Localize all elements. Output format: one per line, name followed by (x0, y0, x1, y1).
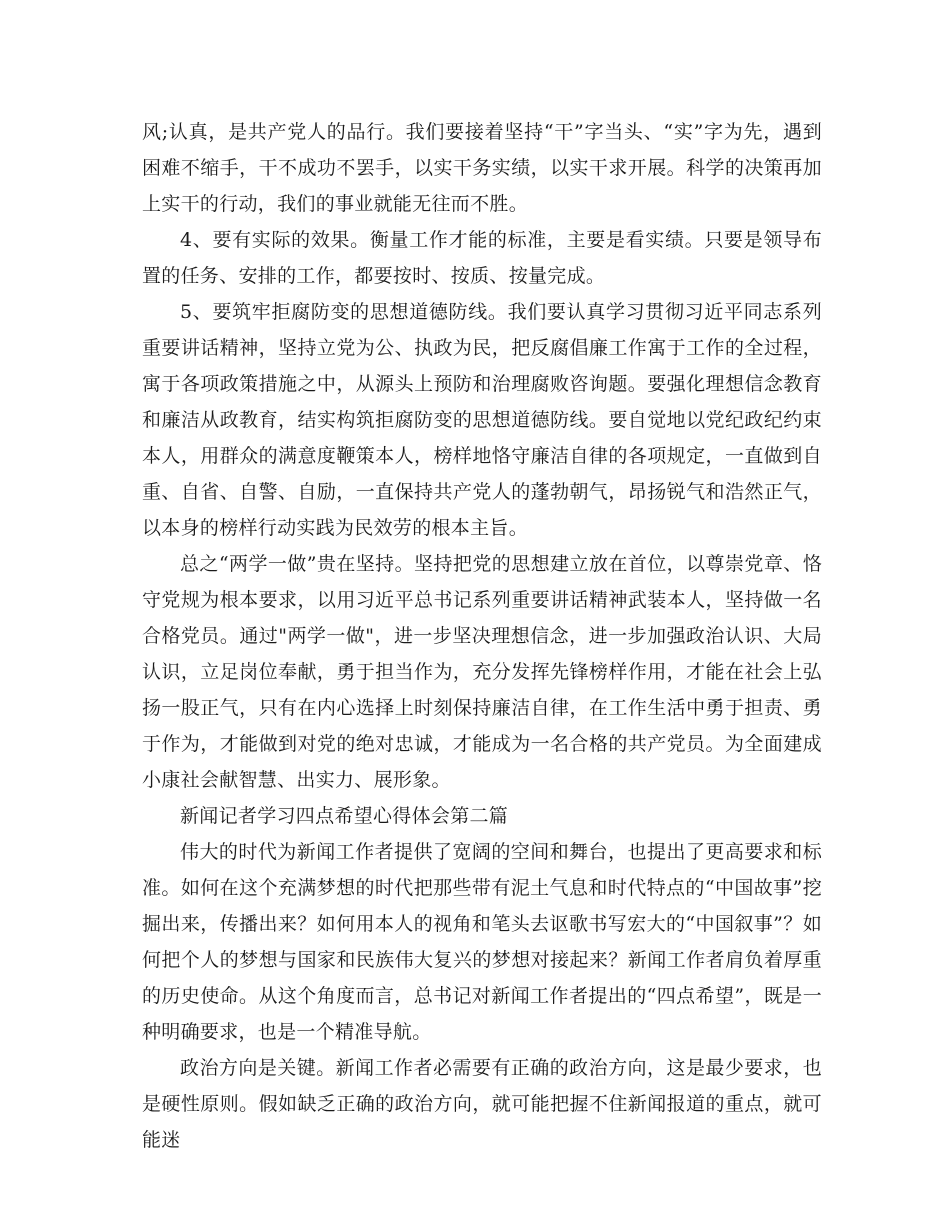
section-heading: 新闻记者学习四点希望心得体会第二篇 (180, 805, 509, 827)
paragraph-6: 政治方向是关键。新闻工作者必需要有正确的政治方向，这是最少要求，也是硬性原则。假如缺乏正确的政治方向，就可能把握不住新闻报道的重点，就可能迷 (142, 1057, 822, 1151)
paragraph-2: 4、要有实际的效果。衡量工作才能的标准，主要是看实绩。只要是领导布置的任务、安排的工作，都要按时、按质、按量完成。 (142, 229, 822, 287)
paragraph-4: 总之“两学一做”贵在坚持。坚持把党的思想建立放在首位，以尊崇党章、恪守党规为根本要求，以用习近平总书记系列重要讲话精神武装本人，坚持做一名合格党员。通过"两学一做"，进一步坚决理想信念，进一步加强政治认识、大局认识，立足岗位奉献，勇于担当作为，充分发挥先锋榜样作用，才能在社会上弘扬一股正气，只有在内心选择上时刻保持廉洁自律，在工作生活中勇于担责、勇于作为，才能做到对党的绝对忠诚，才能成为一名合格的共产党员。为全面建成小康社会献智慧、出实力、展形象。 (142, 553, 822, 791)
paragraph-1: 风;认真，是共产党人的品行。我们要接着坚持“干”字当头、“实”字为先，遇到困难不缩手，干不成功不罢手，以实干务实绩，以实干求开展。科学的决策再加上实干的行动，我们的事业就能无往而不胜。 (142, 121, 822, 215)
document-body (142, 114, 822, 1158)
paragraph-5: 伟大的时代为新闻工作者提供了宽阔的空间和舞台，也提出了更高要求和标准。如何在这个充满梦想的时代把那些带有泥土气息和时代特点的“中国故事”挖掘出来，传播出来？如何用本人的视角和笔头去讴歌书写宏大的“中国叙事”？如何把个人的梦想与国家和民族伟大复兴的梦想对接起来？新闻工作者肩负着厚重的历史使命。从这个角度而言，总书记对新闻工作者提出的“四点希望”，既是一种明确要求，也是一个精准导航。 (142, 841, 822, 1043)
paragraph-3: 5、要筑牢拒腐防变的思想道德防线。我们要认真学习贯彻习近平同志系列重要讲话精神，坚持立党为公、执政为民，把反腐倡廉工作寓于工作的全过程，寓于各项政策措施之中，从源头上预防和治理腐败咨询题。要强化理想信念教育和廉洁从政教育，结实构筑拒腐防变的思想道德防线。要自觉地以党纪政纪约束本人，用群众的满意度鞭策本人，榜样地恪守廉洁自律的各项规定，一直做到自重、自省、自警、自励，一直保持共产党人的蓬勃朝气，昂扬锐气和浩然正气，以本身的榜样行动实践为民效劳的根本主旨。 (142, 301, 822, 539)
